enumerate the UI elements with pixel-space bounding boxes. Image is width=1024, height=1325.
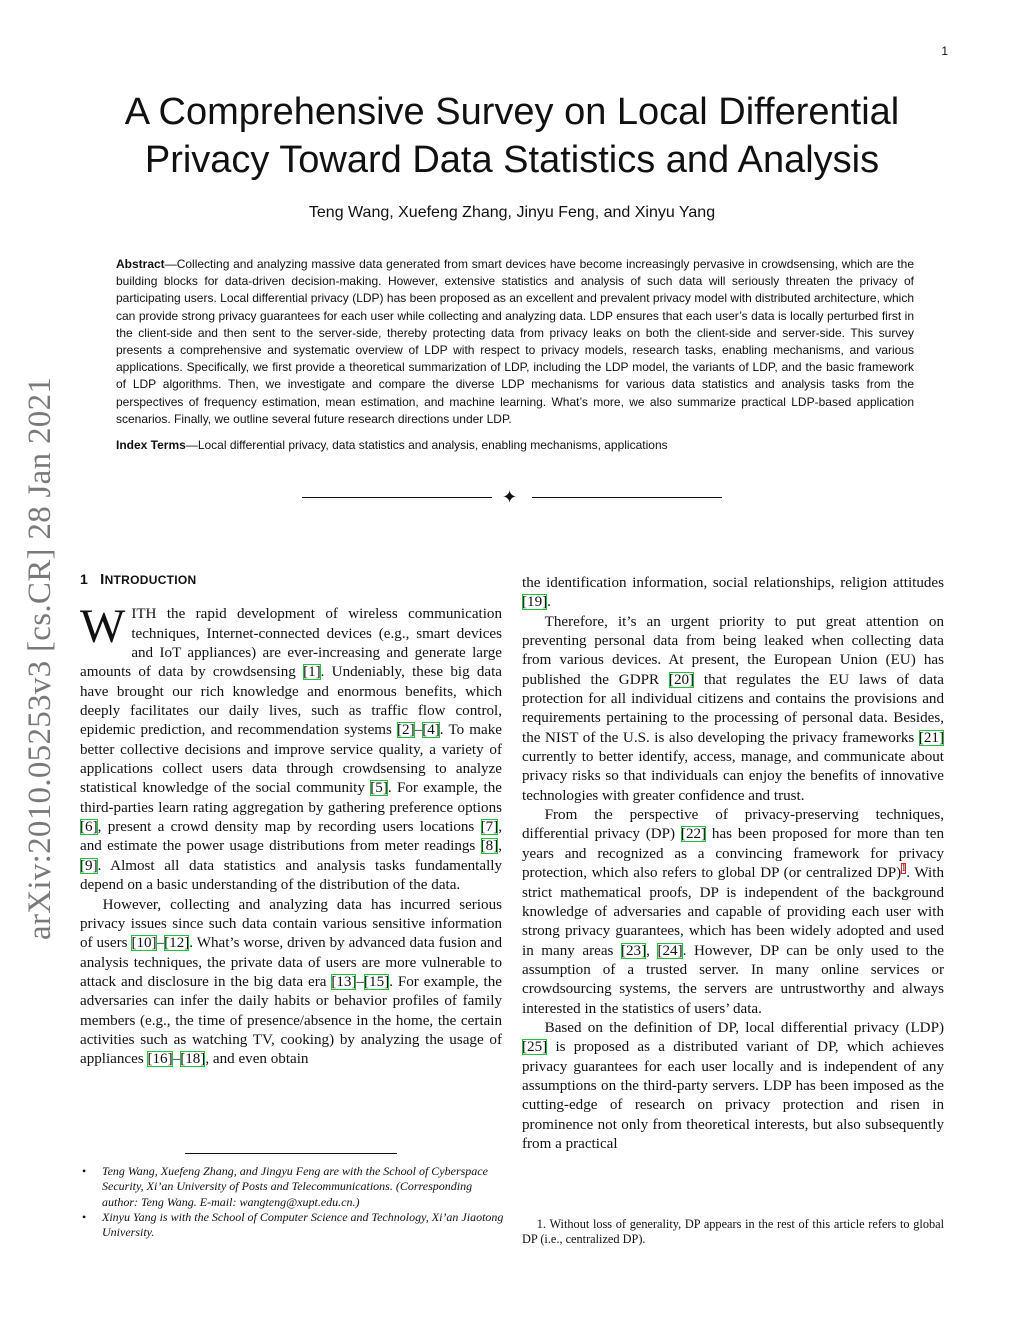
citation-link[interactable]: [19] xyxy=(522,594,548,611)
index-terms-text: —Local differential privacy, data statistics and analysis, enabling mechanisms, applications xyxy=(185,438,668,453)
body-text: . To make better collective decisions and improve service quality, a variety of applications collect users data through crowdsensing to analyze statistical knowledge of the social community xyxy=(80,722,502,797)
body-text: . For example, the adversaries can infer the daily habits or behavior profiles of family members (e.g., the time of presence/absence in the home, the certain activities such as watching TV, cooking) by analyzing the usage of appliances xyxy=(80,973,502,1068)
body-text: Therefore, it’s an urgent priority to put great attention on preventing personal data from being leaked when collecting data from various devices. At present, the European Union (EU) has published the GDPR xyxy=(522,613,944,688)
citation-link[interactable]: [24] xyxy=(657,942,683,959)
affiliation-text: Teng Wang, Xuefeng Zhang, and Jingyu Feng are with the School of Cyberspace Security, Xi’an University of Posts and Telecommunications. (Corresponding author: Teng Wang. E-mail: wangteng@xupt.edu.cn.) xyxy=(102,1164,488,1209)
citation-link[interactable]: [23] xyxy=(620,942,647,959)
citation-link[interactable]: [15] xyxy=(364,973,390,990)
body-text: . What’s worse, driven by advanced data fusion and analysis techniques, the private data of users are more vulnerable to attack and disclosure in the big data era xyxy=(80,935,503,990)
footnote-link[interactable]: 1 xyxy=(901,863,907,875)
citation-link[interactable]: [16] xyxy=(147,1051,173,1068)
body-text: that regulates the EU laws of data protection for all individual citizens and contains the provisions and requirements pertaining to the processing of personal data. Besides, the NIST of the U.S. is also developing the privacy frameworks xyxy=(522,671,945,746)
title-line-2: Privacy Toward Data Statistics and Analysis xyxy=(144,139,880,181)
citation-link[interactable]: [5] xyxy=(370,780,388,797)
citation-link[interactable]: [21] xyxy=(918,729,944,746)
footnote-1 xyxy=(522,1217,944,1248)
citation-link[interactable]: [9] xyxy=(80,857,98,874)
body-text: – xyxy=(356,973,365,990)
citation-link[interactable]: [12] xyxy=(164,935,190,952)
left-column xyxy=(80,570,502,1070)
body-text: , present a crowd density map by recording users locations xyxy=(97,819,481,836)
body-text: – xyxy=(172,1051,181,1068)
body-text: , and estimate the power usage distributions from meter readings xyxy=(80,819,502,855)
body-text: . Almost all data statistics and analysis tasks fundamentally depend on a basic understanding of the distribution of the data. xyxy=(80,857,502,894)
affiliation-text: Xinyu Yang is with the School of Computer Science and Technology, Xi’an Jiaotong University. xyxy=(102,1209,504,1240)
body-text: – xyxy=(156,935,165,952)
divider-line-left xyxy=(302,497,492,498)
intro-paragraph-2 xyxy=(80,896,502,1070)
section-title-initial: I xyxy=(100,571,105,588)
body-text: , and even obtain xyxy=(205,1051,309,1068)
title-line-1: A Comprehensive Survey on Local Differential xyxy=(124,91,900,133)
body-text: , xyxy=(498,838,502,855)
footnote-rule xyxy=(185,1153,397,1154)
abstract-label: Abstract xyxy=(116,257,165,271)
right-column xyxy=(522,574,944,1154)
body-text: the rapid development of wireless communication techniques, Internet-connected devices (e.g., smart devices and IoT appliances) are ever-increasing and generate large amounts of data by crowdsensing xyxy=(80,606,502,681)
citation-link[interactable]: [18] xyxy=(180,1051,206,1068)
body-text: is proposed as a distributed variant of DP, which achieves privacy guarantees for each user locally and is independent of any assumptions on the third-party servers. LDP has been imposed as the cutting-edge of research on privacy protection and risen in prominence not only from theoretical interests, but also subsequently from a practical xyxy=(522,1039,944,1152)
bullet-icon: • xyxy=(82,1209,87,1224)
divider-line-right xyxy=(532,497,722,498)
author-list: Teng Wang, Xuefeng Zhang, Jinyu Feng, and Xinyu Yang xyxy=(308,204,716,221)
footnote-text: 1. Without loss of generality, DP appears in the rest of this article refers to global DP (i.e., centralized DP). xyxy=(522,1217,944,1247)
body-text: . Undeniably, these big data have brought our rich knowledge and enormous benefits, which deeply facilitates our daily lives, such as traffic flow control, epidemic prediction, and recommendation systems xyxy=(80,664,502,739)
body-text: . With strict mathematical proofs, DP is independent of the background knowledge of adversaries and capable of providing each user with strong privacy guarantees, which has been widely adopted and used in many areas xyxy=(522,865,944,959)
divider-diamond-icon: ✦ xyxy=(502,487,518,507)
citation-link[interactable]: [1] xyxy=(303,664,321,681)
citation-link[interactable]: [13] xyxy=(331,973,357,990)
body-text: However, collecting and analyzing data has incurred serious privacy issues since such data contain various sensitive information of users xyxy=(80,896,502,952)
abstract-paragraph xyxy=(116,256,914,428)
body-text: currently to better identify, access, manage, and communicate about privacy risks so that individuals can enjoy the benefits of innovative technologies with greater confidence and trust. xyxy=(522,749,944,804)
drop-cap: W xyxy=(80,600,126,654)
affiliation-note xyxy=(80,1164,504,1210)
body-text: . xyxy=(547,594,551,611)
body-text: . For example, the third-parties learn rating aggregation by gathering preference options xyxy=(80,780,502,816)
section-title-rest: NTRODUCTION xyxy=(104,573,197,587)
abstract-block xyxy=(116,256,914,454)
intro-paragraph-6 xyxy=(522,1019,944,1154)
citation-link[interactable]: [8] xyxy=(480,838,499,855)
body-text: the identification information, social relationships, religion attitudes xyxy=(522,575,944,591)
section-divider xyxy=(300,488,724,508)
citation-link[interactable]: [25] xyxy=(522,1039,548,1056)
paper-title xyxy=(60,88,964,184)
citation-link[interactable]: [7] xyxy=(480,819,499,836)
citation-link[interactable]: [10] xyxy=(131,935,157,952)
body-text: . However, DP can be only used to the assumption of a trusted server. In many online services or crowdsourcing systems, the servers are untrustworthy and always interested in the statistics of users’ data. xyxy=(522,942,945,1017)
body-text: has been proposed for more than ten years and recognized as a convincing framework for privacy protection, which also refers to global DP (or centralized DP) xyxy=(522,826,944,882)
citation-link[interactable]: [4] xyxy=(422,722,440,739)
intro-paragraph-1 xyxy=(80,600,502,895)
section-heading-introduction xyxy=(80,570,502,590)
body-text: – xyxy=(414,722,423,739)
arxiv-identifier-stamp[interactable]: arXiv:2010.05253v3 [cs.CR] 28 Jan 2021 xyxy=(22,376,58,940)
intro-paragraph-5 xyxy=(522,806,944,1019)
lead-in-smallcaps: ITH xyxy=(131,606,157,623)
intro-paragraph-3 xyxy=(522,574,944,613)
abstract-text: —Collecting and analyzing massive data generated from smart devices have become increasingly pervasive in crowdsensing, which are the building blocks for data-driven decision-making. However, extensive statistics and analysis of such data will seriously threaten the privacy of participating users. Local differential privacy (LDP) has been proposed as an excellent and prevalent privacy model with distributed architecture, which can provide strong privacy guarantees for each user while collecting and analyzing data. LDP ensures that each user’s data is locally perturbed first in the client-side and then sent to the server-side, thereby protecting data from privacy leaks on both the client-side and server-side. This survey presents a comprehensive and systematic overview of LDP with respect to privacy models, research tasks, enabling mechanisms, and various applications. Specifically, we first provide a theoretical summarization of LDP, including the LDP model, the variants of LDP, and the basic framework of LDP algorithms. Then, we investigate and compare the diverse LDP mechanisms for various data statistics and analysis tasks from the perspectives of frequency estimation, mean estimation, and machine learning. What’s more, we also summarize practical LDP-based application scenarios. Finally, we outline several future research directions under LDP. xyxy=(116,257,914,426)
page-number: 1 xyxy=(941,44,948,58)
affiliation-notes xyxy=(80,1164,504,1240)
affiliation-note xyxy=(80,1210,504,1241)
citation-link[interactable]: [20] xyxy=(668,671,695,688)
section-number: 1 xyxy=(80,571,89,587)
index-terms xyxy=(116,437,914,454)
citation-link[interactable]: [6] xyxy=(80,819,98,836)
body-text: , xyxy=(646,942,658,959)
body-text: From the perspective of privacy-preserving techniques, differential privacy (DP) xyxy=(522,807,944,843)
intro-paragraph-4 xyxy=(522,613,944,806)
citation-link[interactable]: [22] xyxy=(680,826,707,843)
citation-link[interactable]: [2] xyxy=(397,722,415,739)
bullet-icon: • xyxy=(82,1164,87,1178)
body-text: Based on the definition of DP, local differential privacy (LDP) xyxy=(544,1019,944,1036)
index-terms-label: Index Terms xyxy=(116,438,186,453)
